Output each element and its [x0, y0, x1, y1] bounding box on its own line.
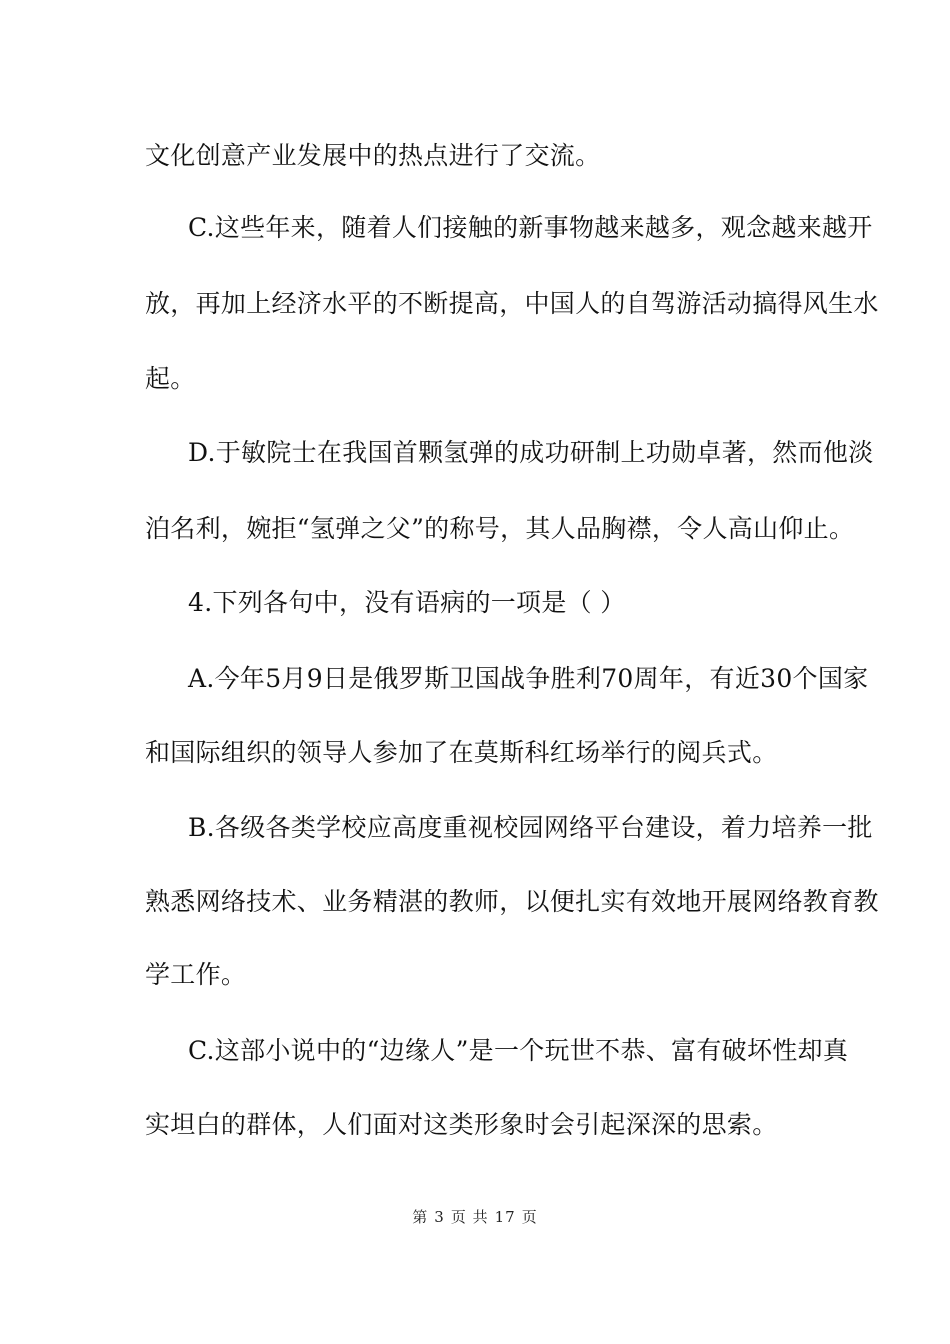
q4-option-c-line-2: 实坦白的群体，人们面对这类形象时会引起深深的思索。 [145, 1110, 778, 1139]
q4-option-a-line-2: 和国际组织的领导人参加了在莫斯科红场举行的阅兵式。 [145, 738, 778, 767]
page-label-mid: 页 共 [450, 1208, 489, 1226]
q4-option-b-line-1: B.各级各类学校应高度重视校园网络平台建设，着力培养一批 [188, 813, 873, 842]
option-d-line-2: 泊名利，婉拒“氢弹之父”的称号，其人品胸襟，令人高山仰止。 [145, 514, 855, 543]
page-footer [0, 1208, 950, 1226]
q4-option-b-line-2: 熟悉网络技术、业务精湛的教师，以便扎实有效地开展网络教育教 [145, 887, 879, 916]
paragraph-line: 文化创意产业发展中的热点进行了交流。 [145, 141, 601, 170]
option-d-line-1: D.于敏院士在我国首颗氢弹的成功研制上功勋卓著，然而他淡 [188, 438, 874, 467]
page-label-prefix: 第 [412, 1208, 429, 1226]
q4-option-b-line-3: 学工作。 [145, 960, 247, 989]
page-number: 3 [434, 1208, 445, 1226]
q4-option-c-line-1: C.这部小说中的“边缘人”是一个玩世不恭、富有破坏性却真 [188, 1036, 849, 1065]
page-label-suffix: 页 [521, 1208, 538, 1226]
question-4-stem: 4.下列各句中，没有语病的一项是（ ） [188, 588, 626, 617]
option-c-line-3: 起。 [145, 364, 196, 393]
option-c-line-1: C.这些年来，随着人们接触的新事物越来越多，观念越来越开 [188, 213, 873, 242]
option-c-line-2: 放，再加上经济水平的不断提高，中国人的自驾游活动搞得风生水 [145, 289, 879, 318]
total-pages: 17 [494, 1208, 516, 1226]
q4-option-a-line-1: A.今年5月9日是俄罗斯卫国战争胜利70周年，有近30个国家 [188, 664, 869, 693]
